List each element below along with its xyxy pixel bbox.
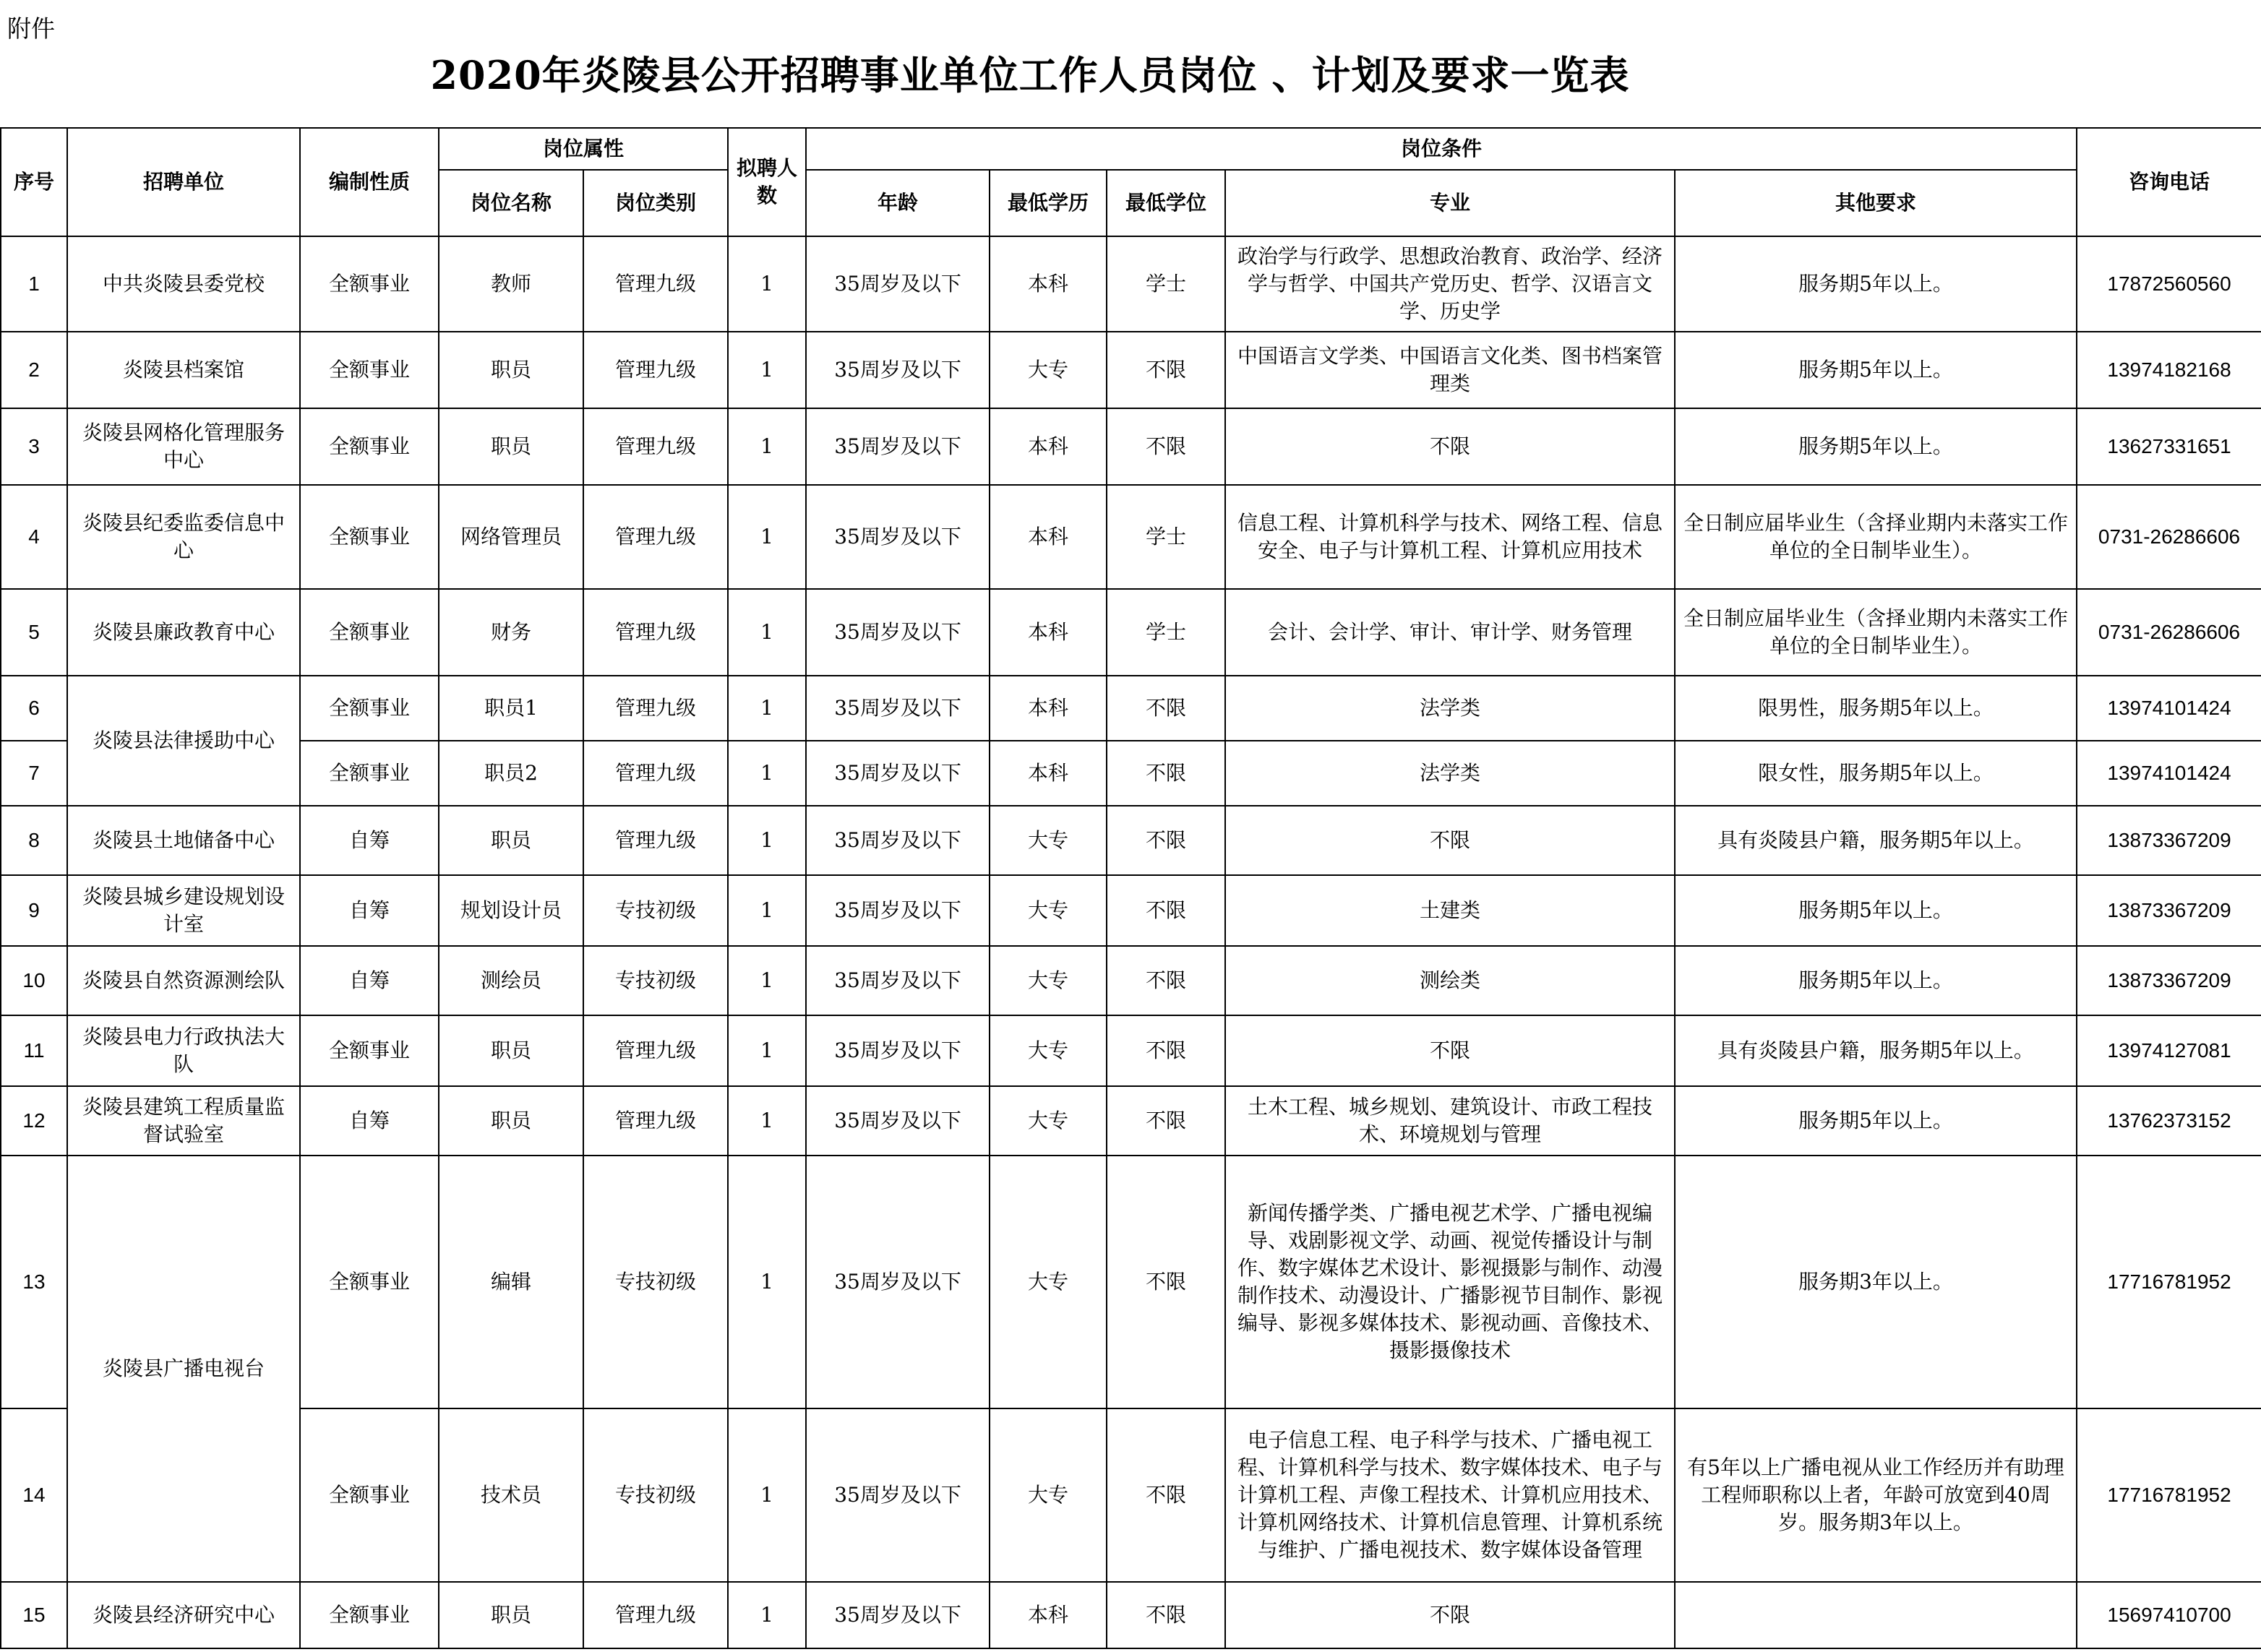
cell-seq: 13 xyxy=(1,1156,67,1408)
cell-phone: 17872560560 xyxy=(2077,236,2261,332)
cell-nature: 全额事业 xyxy=(300,589,439,676)
cell-phone: 13762373152 xyxy=(2077,1086,2261,1156)
header-unit: 招聘单位 xyxy=(67,128,300,236)
table-row xyxy=(1,875,2261,946)
cell-post: 职员 xyxy=(439,332,583,408)
cell-type: 管理九级 xyxy=(583,408,728,485)
cell-major: 不限 xyxy=(1225,408,1675,485)
cell-phone: 17716781952 xyxy=(2077,1408,2261,1582)
cell-age: 35周岁及以下 xyxy=(806,676,990,741)
header-major: 专业 xyxy=(1225,170,1675,236)
cell-major: 会计、会计学、审计、审计学、财务管理 xyxy=(1225,589,1675,676)
cell-phone: 13873367209 xyxy=(2077,946,2261,1015)
cell-post: 网络管理员 xyxy=(439,485,583,589)
cell-degree: 不限 xyxy=(1107,408,1225,485)
cell-post: 职员 xyxy=(439,1015,583,1086)
header-age: 年龄 xyxy=(806,170,990,236)
cell-degree: 不限 xyxy=(1107,1408,1225,1582)
cell-seq: 6 xyxy=(1,676,67,741)
cell-other: 具有炎陵县户籍，服务期5年以上。 xyxy=(1675,1015,2077,1086)
cell-type: 管理九级 xyxy=(583,741,728,806)
cell-post: 教师 xyxy=(439,236,583,332)
cell-major: 土建类 xyxy=(1225,875,1675,946)
cell-phone: 13627331651 xyxy=(2077,408,2261,485)
table-row xyxy=(1,589,2261,676)
cell-nature: 全额事业 xyxy=(300,1408,439,1582)
cell-count: 1 xyxy=(728,485,806,589)
cell-count: 1 xyxy=(728,1408,806,1582)
cell-unit: 炎陵县电力行政执法大队 xyxy=(67,1015,300,1086)
cell-other: 服务期5年以上。 xyxy=(1675,332,2077,408)
cell-unit: 炎陵县建筑工程质量监督试验室 xyxy=(67,1086,300,1156)
cell-seq: 4 xyxy=(1,485,67,589)
table-row xyxy=(1,946,2261,1015)
cell-count: 1 xyxy=(728,1015,806,1086)
cell-count: 1 xyxy=(728,676,806,741)
cell-type: 管理九级 xyxy=(583,236,728,332)
cell-degree: 不限 xyxy=(1107,875,1225,946)
cell-phone: 0731-26286606 xyxy=(2077,485,2261,589)
cell-other: 服务期5年以上。 xyxy=(1675,408,2077,485)
header-degree: 最低学位 xyxy=(1107,170,1225,236)
cell-seq: 9 xyxy=(1,875,67,946)
cell-degree: 不限 xyxy=(1107,1086,1225,1156)
cell-seq: 2 xyxy=(1,332,67,408)
cell-unit: 炎陵县土地储备中心 xyxy=(67,806,300,875)
cell-other: 全日制应届毕业生（含择业期内未落实工作单位的全日制毕业生）。 xyxy=(1675,589,2077,676)
cell-major: 政治学与行政学、思想政治教育、政治学、经济学与哲学、中国共产党历史、哲学、汉语言文学、历史学 xyxy=(1225,236,1675,332)
cell-age: 35周岁及以下 xyxy=(806,589,990,676)
cell-major: 不限 xyxy=(1225,1015,1675,1086)
cell-phone: 17716781952 xyxy=(2077,1156,2261,1408)
cell-phone: 15697410700 xyxy=(2077,1582,2261,1648)
header-post-type: 岗位类别 xyxy=(583,170,728,236)
header-count: 拟聘人数 xyxy=(728,128,806,236)
cell-unit: 炎陵县城乡建设规划设计室 xyxy=(67,875,300,946)
cell-unit: 炎陵县法律援助中心 xyxy=(67,676,300,806)
cell-degree: 不限 xyxy=(1107,1582,1225,1648)
cell-edu: 大专 xyxy=(990,332,1107,408)
table-row xyxy=(1,408,2261,485)
table-row xyxy=(1,676,2261,741)
cell-post: 编辑 xyxy=(439,1156,583,1408)
cell-type: 管理九级 xyxy=(583,332,728,408)
cell-seq: 10 xyxy=(1,946,67,1015)
cell-major: 法学类 xyxy=(1225,741,1675,806)
header-other: 其他要求 xyxy=(1675,170,2077,236)
cell-edu: 本科 xyxy=(990,236,1107,332)
cell-type: 管理九级 xyxy=(583,589,728,676)
cell-age: 35周岁及以下 xyxy=(806,1156,990,1408)
table-row xyxy=(1,1582,2261,1648)
cell-other: 限男性，服务期5年以上。 xyxy=(1675,676,2077,741)
table-row xyxy=(1,806,2261,875)
cell-degree: 学士 xyxy=(1107,236,1225,332)
cell-phone: 13974127081 xyxy=(2077,1015,2261,1086)
cell-edu: 大专 xyxy=(990,946,1107,1015)
cell-degree: 学士 xyxy=(1107,485,1225,589)
cell-major: 电子信息工程、电子科学与技术、广播电视工程、计算机科学与技术、数字媒体技术、电子与计算机工程、声像工程技术、计算机应用技术、计算机网络技术、计算机信息管理、计算机系统与维护、广播电视技术、数字媒体设备管理 xyxy=(1225,1408,1675,1582)
table-row xyxy=(1,1086,2261,1156)
cell-other xyxy=(1675,1582,2077,1648)
cell-other: 限女性，服务期5年以上。 xyxy=(1675,741,2077,806)
cell-unit: 炎陵县自然资源测绘队 xyxy=(67,946,300,1015)
cell-seq: 12 xyxy=(1,1086,67,1156)
header-post-name: 岗位名称 xyxy=(439,170,583,236)
page-title: 2020年炎陵县公开招聘事业单位工作人员岗位 、计划及要求一览表 xyxy=(430,52,1630,98)
cell-post: 技术员 xyxy=(439,1408,583,1582)
cell-nature: 全额事业 xyxy=(300,408,439,485)
cell-type: 管理九级 xyxy=(583,1086,728,1156)
cell-post: 职员 xyxy=(439,408,583,485)
header-conditions: 岗位条件 xyxy=(806,128,2077,170)
cell-seq: 1 xyxy=(1,236,67,332)
cell-seq: 3 xyxy=(1,408,67,485)
cell-type: 管理九级 xyxy=(583,676,728,741)
cell-post: 职员1 xyxy=(439,676,583,741)
cell-major: 新闻传播学类、广播电视艺术学、广播电视编导、戏剧影视文学、动画、视觉传播设计与制作、数字媒体艺术设计、影视摄影与制作、动漫制作技术、动漫设计、广播影视节目制作、影视编导、影视多媒体技术、影视动画、音像技术、摄影摄像技术 xyxy=(1225,1156,1675,1408)
cell-age: 35周岁及以下 xyxy=(806,1408,990,1582)
cell-edu: 本科 xyxy=(990,676,1107,741)
cell-age: 35周岁及以下 xyxy=(806,806,990,875)
table-row xyxy=(1,1408,2261,1582)
header-phone: 咨询电话 xyxy=(2077,128,2261,236)
cell-phone: 13873367209 xyxy=(2077,806,2261,875)
cell-seq: 15 xyxy=(1,1582,67,1648)
cell-other: 全日制应届毕业生（含择业期内未落实工作单位的全日制毕业生）。 xyxy=(1675,485,2077,589)
cell-edu: 本科 xyxy=(990,485,1107,589)
cell-count: 1 xyxy=(728,741,806,806)
cell-unit: 炎陵县档案馆 xyxy=(67,332,300,408)
header-edu: 最低学历 xyxy=(990,170,1107,236)
cell-edu: 本科 xyxy=(990,1582,1107,1648)
attachment-label: 附件 xyxy=(7,14,55,43)
cell-unit: 中共炎陵县委党校 xyxy=(67,236,300,332)
cell-post: 职员 xyxy=(439,806,583,875)
cell-edu: 大专 xyxy=(990,875,1107,946)
cell-post: 职员2 xyxy=(439,741,583,806)
cell-count: 1 xyxy=(728,1156,806,1408)
cell-major: 土木工程、城乡规划、建筑设计、市政工程技术、环境规划与管理 xyxy=(1225,1086,1675,1156)
cell-degree: 不限 xyxy=(1107,1015,1225,1086)
cell-major: 信息工程、计算机科学与技术、网络工程、信息安全、电子与计算机工程、计算机应用技术 xyxy=(1225,485,1675,589)
cell-seq: 14 xyxy=(1,1408,67,1582)
cell-edu: 大专 xyxy=(990,806,1107,875)
cell-unit: 炎陵县广播电视台 xyxy=(67,1156,300,1582)
cell-nature: 全额事业 xyxy=(300,676,439,741)
cell-seq: 8 xyxy=(1,806,67,875)
table-row xyxy=(1,236,2261,332)
cell-count: 1 xyxy=(728,1582,806,1648)
cell-count: 1 xyxy=(728,1086,806,1156)
cell-nature: 自筹 xyxy=(300,806,439,875)
cell-edu: 大专 xyxy=(990,1015,1107,1086)
table-row xyxy=(1,485,2261,589)
cell-type: 专技初级 xyxy=(583,946,728,1015)
cell-edu: 本科 xyxy=(990,741,1107,806)
cell-major: 不限 xyxy=(1225,806,1675,875)
cell-degree: 不限 xyxy=(1107,741,1225,806)
cell-degree: 不限 xyxy=(1107,1156,1225,1408)
cell-age: 35周岁及以下 xyxy=(806,1086,990,1156)
cell-age: 35周岁及以下 xyxy=(806,1015,990,1086)
cell-unit: 炎陵县廉政教育中心 xyxy=(67,589,300,676)
cell-edu: 本科 xyxy=(990,589,1107,676)
cell-major: 中国语言文学类、中国语言文化类、图书档案管理类 xyxy=(1225,332,1675,408)
cell-edu: 大专 xyxy=(990,1086,1107,1156)
cell-nature: 全额事业 xyxy=(300,485,439,589)
cell-post: 财务 xyxy=(439,589,583,676)
cell-age: 35周岁及以下 xyxy=(806,875,990,946)
cell-other: 服务期5年以上。 xyxy=(1675,875,2077,946)
cell-nature: 全额事业 xyxy=(300,1582,439,1648)
cell-other: 具有炎陵县户籍，服务期5年以上。 xyxy=(1675,806,2077,875)
cell-degree: 不限 xyxy=(1107,806,1225,875)
table-row xyxy=(1,1015,2261,1086)
cell-count: 1 xyxy=(728,946,806,1015)
cell-major: 不限 xyxy=(1225,1582,1675,1648)
cell-other: 服务期3年以上。 xyxy=(1675,1156,2077,1408)
cell-type: 专技初级 xyxy=(583,1156,728,1408)
cell-other: 有5年以上广播电视从业工作经历并有助理工程师职称以上者，年龄可放宽到40周岁。服务期3年以上。 xyxy=(1675,1408,2077,1582)
cell-unit: 炎陵县经济研究中心 xyxy=(67,1582,300,1648)
cell-type: 管理九级 xyxy=(583,485,728,589)
cell-type: 管理九级 xyxy=(583,806,728,875)
cell-count: 1 xyxy=(728,236,806,332)
table-row xyxy=(1,741,2261,806)
header-post-attr: 岗位属性 xyxy=(439,128,728,170)
cell-nature: 全额事业 xyxy=(300,1015,439,1086)
cell-phone: 13974182168 xyxy=(2077,332,2261,408)
cell-degree: 不限 xyxy=(1107,946,1225,1015)
cell-age: 35周岁及以下 xyxy=(806,485,990,589)
cell-other: 服务期5年以上。 xyxy=(1675,1086,2077,1156)
header-seq: 序号 xyxy=(1,128,67,236)
cell-count: 1 xyxy=(728,875,806,946)
cell-nature: 自筹 xyxy=(300,946,439,1015)
cell-age: 35周岁及以下 xyxy=(806,332,990,408)
cell-post: 职员 xyxy=(439,1582,583,1648)
cell-type: 专技初级 xyxy=(583,1408,728,1582)
cell-seq: 7 xyxy=(1,741,67,806)
cell-post: 测绘员 xyxy=(439,946,583,1015)
cell-count: 1 xyxy=(728,332,806,408)
cell-post: 规划设计员 xyxy=(439,875,583,946)
cell-type: 管理九级 xyxy=(583,1582,728,1648)
cell-seq: 11 xyxy=(1,1015,67,1086)
cell-post: 职员 xyxy=(439,1086,583,1156)
cell-age: 35周岁及以下 xyxy=(806,741,990,806)
cell-other: 服务期5年以上。 xyxy=(1675,946,2077,1015)
cell-unit: 炎陵县纪委监委信息中心 xyxy=(67,485,300,589)
cell-unit: 炎陵县网格化管理服务中心 xyxy=(67,408,300,485)
cell-phone: 13974101424 xyxy=(2077,741,2261,806)
cell-count: 1 xyxy=(728,408,806,485)
cell-count: 1 xyxy=(728,589,806,676)
cell-degree: 不限 xyxy=(1107,332,1225,408)
cell-edu: 大专 xyxy=(990,1408,1107,1582)
cell-seq: 5 xyxy=(1,589,67,676)
header-nature: 编制性质 xyxy=(300,128,439,236)
cell-nature: 全额事业 xyxy=(300,1156,439,1408)
cell-edu: 本科 xyxy=(990,408,1107,485)
cell-phone: 13873367209 xyxy=(2077,875,2261,946)
cell-type: 专技初级 xyxy=(583,875,728,946)
cell-age: 35周岁及以下 xyxy=(806,1582,990,1648)
recruitment-table xyxy=(0,127,2261,1649)
cell-edu: 大专 xyxy=(990,1156,1107,1408)
cell-major: 法学类 xyxy=(1225,676,1675,741)
table-row xyxy=(1,332,2261,408)
cell-phone: 13974101424 xyxy=(2077,676,2261,741)
cell-major: 测绘类 xyxy=(1225,946,1675,1015)
cell-type: 管理九级 xyxy=(583,1015,728,1086)
cell-age: 35周岁及以下 xyxy=(806,408,990,485)
cell-nature: 自筹 xyxy=(300,875,439,946)
cell-nature: 全额事业 xyxy=(300,741,439,806)
cell-nature: 全额事业 xyxy=(300,332,439,408)
cell-degree: 不限 xyxy=(1107,676,1225,741)
cell-age: 35周岁及以下 xyxy=(806,236,990,332)
table-row xyxy=(1,1156,2261,1408)
cell-count: 1 xyxy=(728,806,806,875)
cell-age: 35周岁及以下 xyxy=(806,946,990,1015)
cell-nature: 自筹 xyxy=(300,1086,439,1156)
cell-other: 服务期5年以上。 xyxy=(1675,236,2077,332)
cell-phone: 0731-26286606 xyxy=(2077,589,2261,676)
cell-nature: 全额事业 xyxy=(300,236,439,332)
cell-degree: 学士 xyxy=(1107,589,1225,676)
